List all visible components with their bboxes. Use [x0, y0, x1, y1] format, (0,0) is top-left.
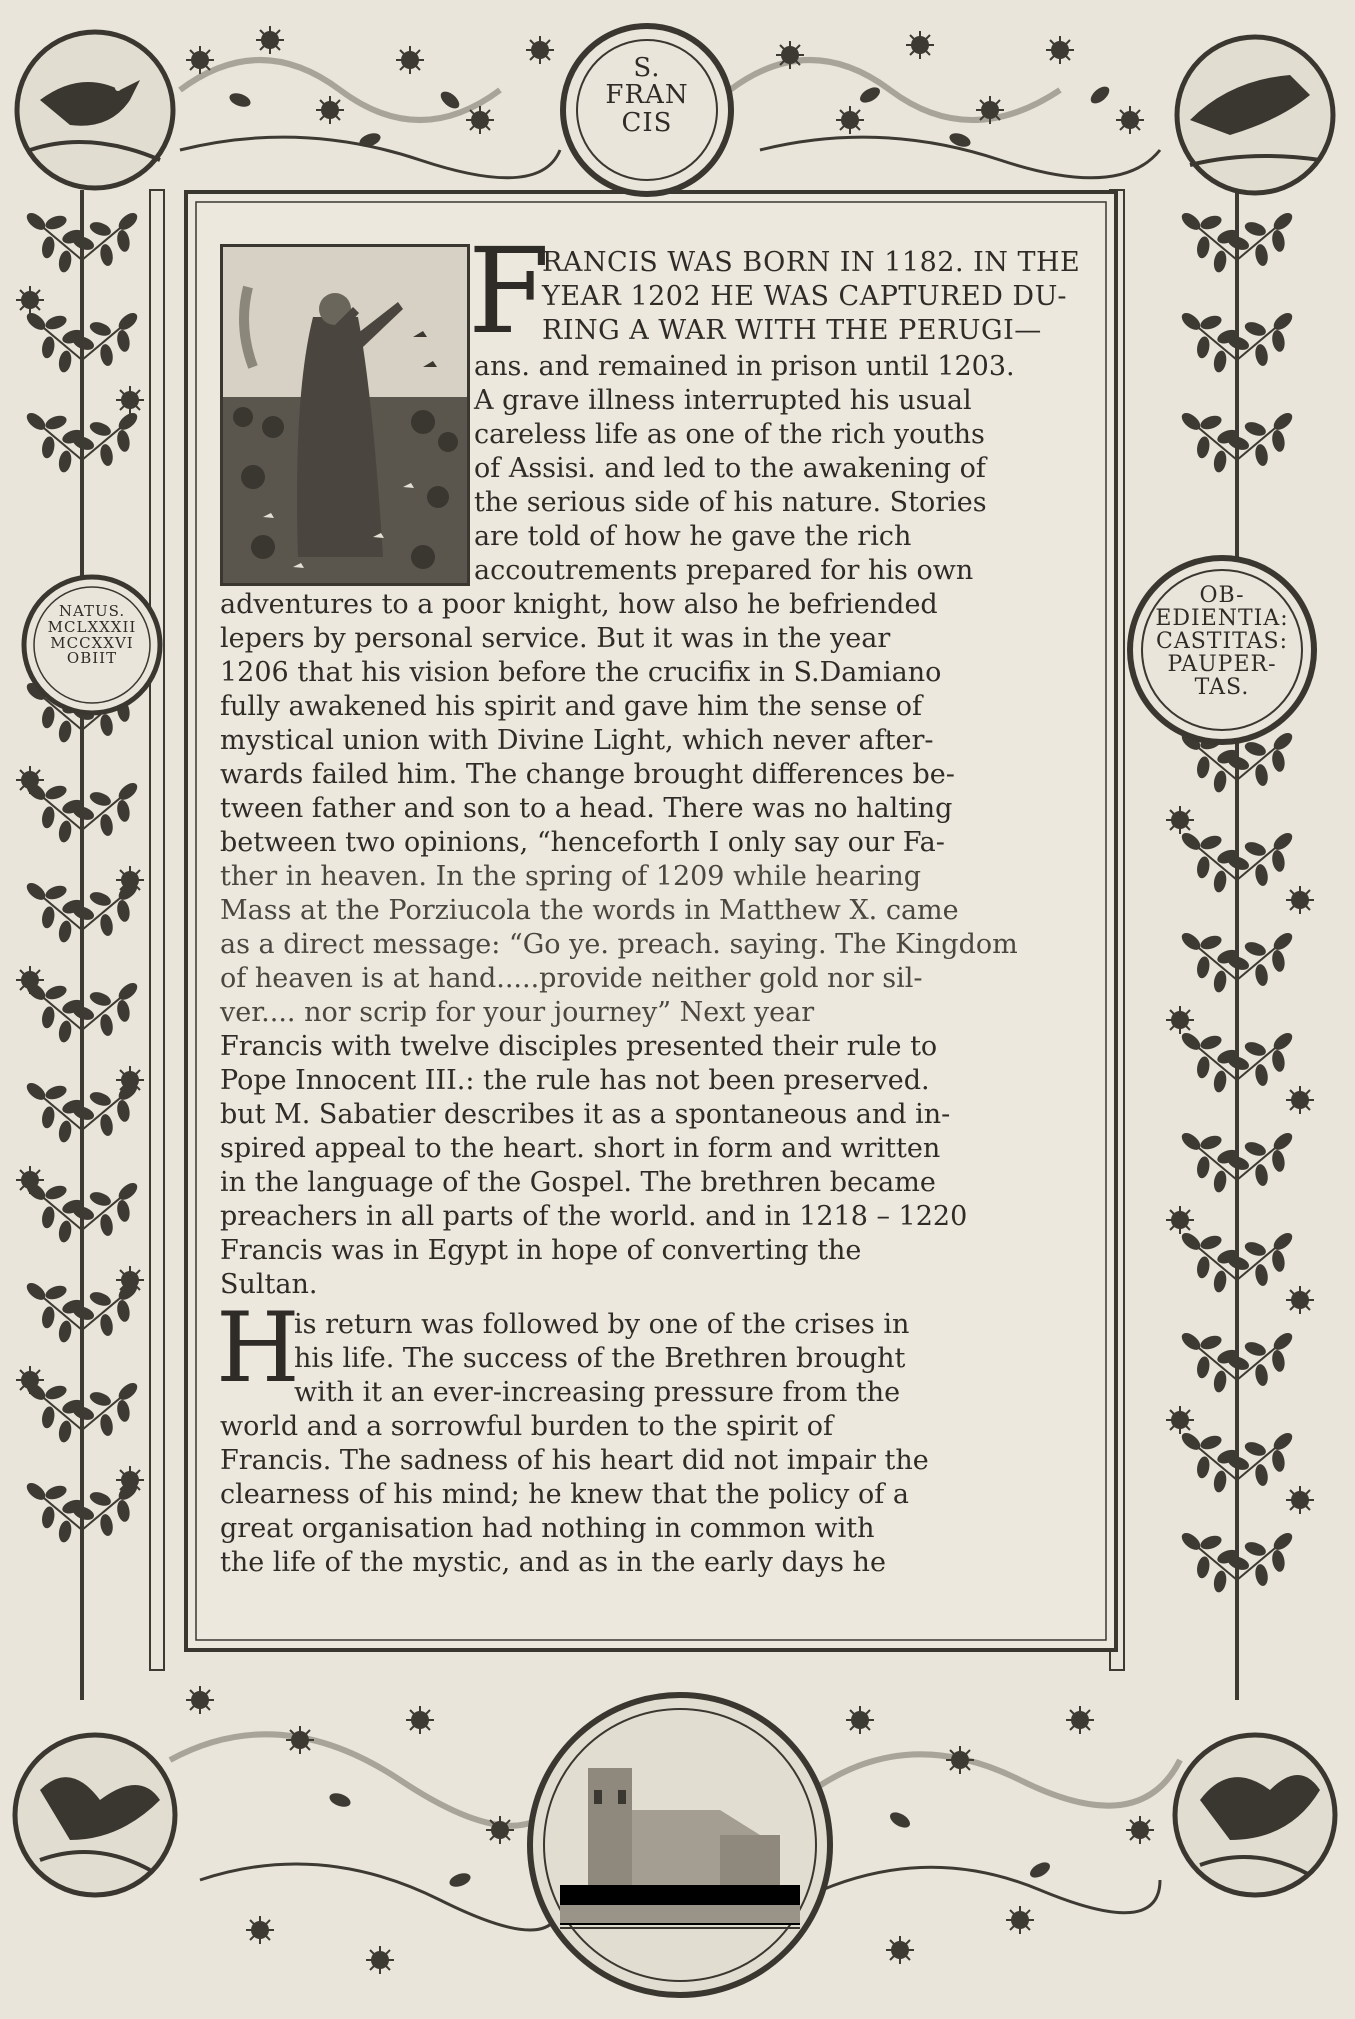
bird-medallion-bottom-left: [15, 1735, 175, 1895]
text-line: accoutrements prepared for his own: [474, 555, 974, 586]
text-line: ver.... nor scrip for your journey” Next year: [220, 997, 815, 1028]
text-line: of Assisi. and led to the awakening of: [474, 453, 986, 484]
medallion-line: FRAN: [605, 80, 689, 111]
text-line: as a direct message: “Go ye. preach. saying. The Kingdom: [220, 929, 1018, 960]
text-line: wards failed him. The change brought differences be-: [220, 759, 955, 790]
text-line: are told of how he gave the rich: [474, 521, 912, 552]
medallion-line: MCLXXXII: [47, 617, 137, 636]
medallion-line: TAS.: [1194, 675, 1250, 701]
text-line: RING A WAR WITH THE PERUGI—: [542, 315, 1042, 346]
text-line: the serious side of his nature. Stories: [474, 487, 987, 518]
text-line: but M. Sabatier describes it as a spontaneous and in-: [220, 1099, 951, 1130]
text-line: adventures to a poor knight, how also he befriended: [220, 589, 938, 620]
text-line: careless life as one of the rich youths: [474, 419, 985, 450]
text-line: is return was followed by one of the crises in: [294, 1309, 910, 1340]
text-line: Francis with twelve disciples presented their rule to: [220, 1031, 938, 1062]
bird-medallion-top-left: [17, 32, 173, 188]
text-line: Francis was in Egypt in hope of converting the: [220, 1235, 862, 1266]
text-line: tween father and son to a head. There was no halting: [220, 793, 953, 824]
text-line: ans. and remained in prison until 1203.: [474, 351, 1015, 382]
text-line: world and a sorrowful burden to the spirit of: [220, 1411, 833, 1442]
medallion-line: S.: [633, 53, 661, 83]
right-medallion-text: [1140, 584, 1304, 699]
top-medallion-text: [597, 55, 697, 137]
text-line: Sultan.: [220, 1269, 318, 1300]
text-panel: [212, 222, 1092, 1648]
medallion-line: NATUS.: [58, 602, 126, 620]
text-line: in the language of the Gospel. The brethren became: [220, 1167, 936, 1198]
text-line: spired appeal to the heart. short in form and written: [220, 1133, 941, 1164]
dropcap-h: H: [216, 1292, 300, 1404]
bird-medallion-top-right: [1177, 37, 1333, 193]
medallion-line: OB-: [1199, 583, 1245, 608]
text-line: Francis. The sadness of his heart did not impair the: [220, 1445, 929, 1476]
dropcap-f: F: [468, 222, 550, 360]
medallion-line: PAUPER-: [1167, 652, 1277, 678]
medallion-line: EDIENTIA:: [1155, 606, 1289, 632]
text-line: his life. The success of the Brethren brought: [294, 1343, 906, 1374]
text-line: the life of the mystic, and as in the early days he: [220, 1547, 886, 1578]
text-line: Pope Innocent III.: the rule has not been preserved.: [220, 1065, 930, 1096]
medallion-line: MCCXXVI: [50, 633, 134, 652]
medallion-line: OBIIT: [66, 649, 118, 668]
text-line: A grave illness interrupted his usual: [474, 385, 972, 416]
text-line: Mass at the Porziucola the words in Matthew X. came: [220, 895, 959, 926]
text-line: 1206 that his vision before the crucifix in S.Damiano: [220, 657, 942, 688]
text-line: with it an ever-increasing pressure from the: [294, 1377, 901, 1408]
text-line: YEAR 1202 HE WAS CAPTURED DU-: [542, 281, 1067, 312]
text-line: ther in heaven. In the spring of 1209 while hearing: [220, 861, 922, 892]
text-line: mystical union with Divine Light, which never after-: [220, 725, 934, 756]
text-line: fully awakened his spirit and gave him the sense of: [220, 691, 923, 722]
text-line: clearness of his mind; he knew that the policy of a: [220, 1479, 909, 1510]
text-line: preachers in all parts of the world. and in 1218 – 1220: [220, 1201, 968, 1232]
church-medallion: [530, 1695, 830, 1995]
text-line: lepers by personal service. But it was in the year: [220, 623, 891, 654]
text-line: of heaven is at hand.....provide neither gold nor sil-: [220, 963, 923, 994]
text-line: RANCIS WAS BORN IN 1182. IN THE: [542, 247, 1081, 278]
bird-medallion-bottom-right: [1175, 1735, 1335, 1895]
text-line: great organisation had nothing in common with: [220, 1513, 875, 1544]
left-medallion-text: [34, 604, 150, 667]
medallion-line: CIS: [621, 107, 673, 138]
medallion-line: CASTITAS:: [1156, 629, 1288, 655]
text-line: between two opinions, “henceforth I only say our Fa-: [220, 827, 945, 858]
saint-francis-illustration: [220, 244, 470, 586]
